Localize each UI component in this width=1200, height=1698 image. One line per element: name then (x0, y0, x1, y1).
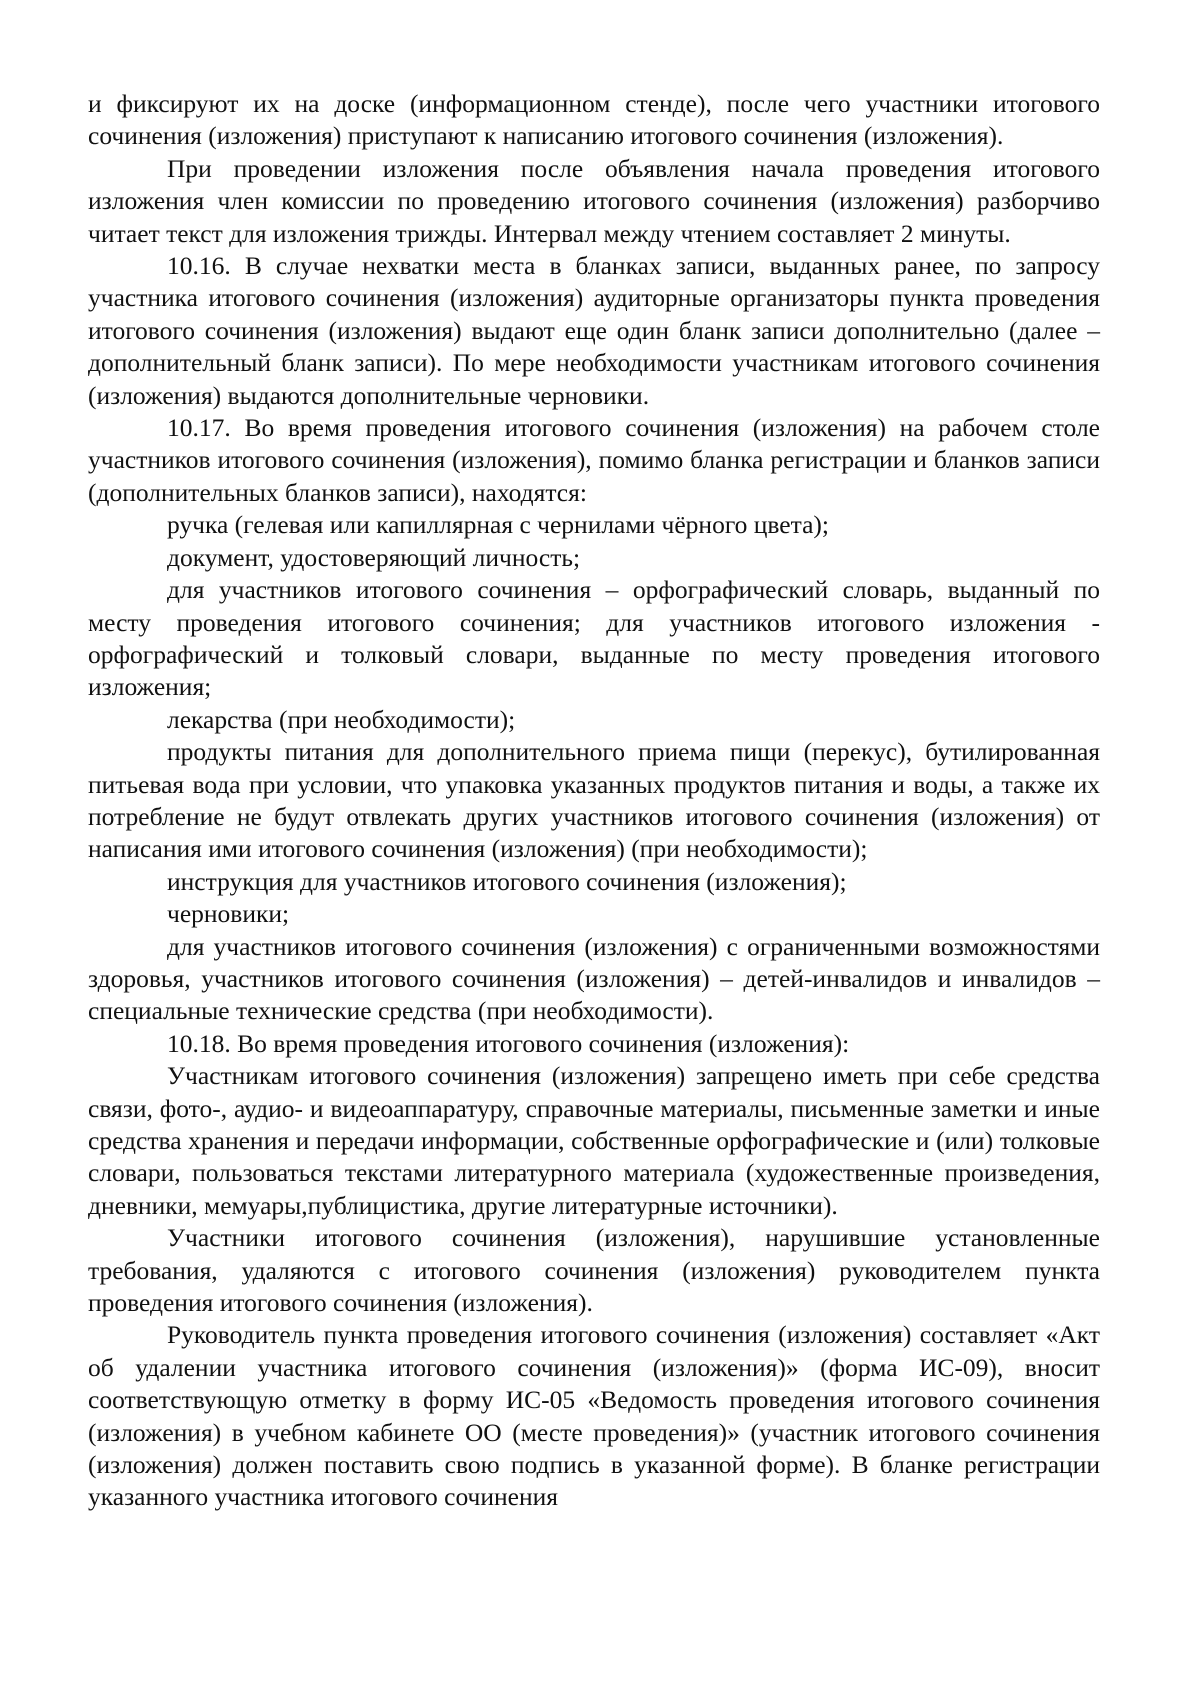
paragraph-4: 10.17. Во время проведения итогового сочинения (изложения) на рабочем столе участников итогового сочинения (изложения), помимо бланка регистрации и бланков записи (дополнительных бланков записи), находятся: (88, 413, 1100, 507)
paragraph-15: Участники итогового сочинения (изложения), нарушившие установленные требования, удаляются с итогового сочинения (изложения) руководителем пункта проведения итогового сочинения (изложения). (88, 1223, 1100, 1318)
paragraph-1: и фиксируют их на доске (информационном стенде), после чего участники итогового сочинения (изложения) приступают к написанию итогового сочинения (изложения). (88, 89, 1100, 151)
paragraph-12: для участников итогового сочинения (изложения) с ограниченными возможностями здоровья, участников итогового сочинения (изложения) – детей-инвалидов и инвалидов – специальные технические средства (при необходимости). (88, 931, 1100, 1026)
paragraph-16: Руководитель пункта проведения итогового сочинения (изложения) составляет «Акт об удалении участника итогового сочинения (изложения)» (форма ИС-09), вносит соответствующую отметку в форму ИС-05 «Ведомость проведения итогового сочинения (изложения) в учебном кабинете ОО (месте проведения)» (участник итогового сочинения (изложения) должен поставить свою подпись в указанной форме). В бланке регистрации указанного участника итогового сочинения (88, 1320, 1100, 1512)
paragraph-6: документ, удостоверяющий личность; (167, 542, 581, 572)
paragraph-13: 10.18. Во время проведения итогового сочинения (изложения): (167, 1028, 850, 1058)
paragraph-9: продукты питания для дополнительного приема пищи (перекус), бутилированная питьевая вода при условии, что упаковка указанных продуктов питания и воды, а также их потребление не будут отвлекать других участников итогового сочинения (изложения) от написания ими итогового сочинения (изложения) (при необходимости); (88, 737, 1100, 864)
paragraph-3: 10.16. В случае нехватки места в бланках записи, выданных ранее, по запросу участника итогового сочинения (изложения) аудиторные организаторы пункта проведения итогового сочинения (изложения) выдают еще один бланк записи дополнительно (далее – дополнительный бланк записи). По мере необходимости участникам итогового сочинения (изложения) выдаются дополнительные черновики. (88, 251, 1100, 410)
paragraph-10: инструкция для участников итогового сочинения (изложения); (167, 866, 847, 896)
paragraph-11: черновики; (167, 899, 290, 929)
document-page (88, 88, 1100, 1514)
paragraph-2: При проведении изложения после объявления начала проведения итогового изложения член комиссии по проведению итогового сочинения (изложения) разборчиво читает текст для изложения трижды. Интервал между чтением составляет 2 минуты. (88, 153, 1100, 248)
paragraph-14: Участникам итогового сочинения (изложения) запрещено иметь при себе средства связи, фото-, аудио- и видеоаппаратуру, справочные материалы, письменные заметки и иные средства хранения и передачи информации, собственные орфографические и (или) толковые словари, пользоваться текстами литературного материала (художественные произведения, дневники, мемуары,публицистика, другие литературные источники). (88, 1061, 1100, 1220)
paragraph-8: лекарства (при необходимости); (167, 704, 516, 734)
paragraph-5: ручка (гелевая или капиллярная с чернилами чёрного цвета); (167, 510, 829, 540)
paragraph-7: для участников итогового сочинения – орфографический словарь, выданный по месту проведения итогового сочинения; для участников итогового изложения - орфографический и толковый словари, выданные по месту проведения итогового изложения; (88, 575, 1100, 702)
